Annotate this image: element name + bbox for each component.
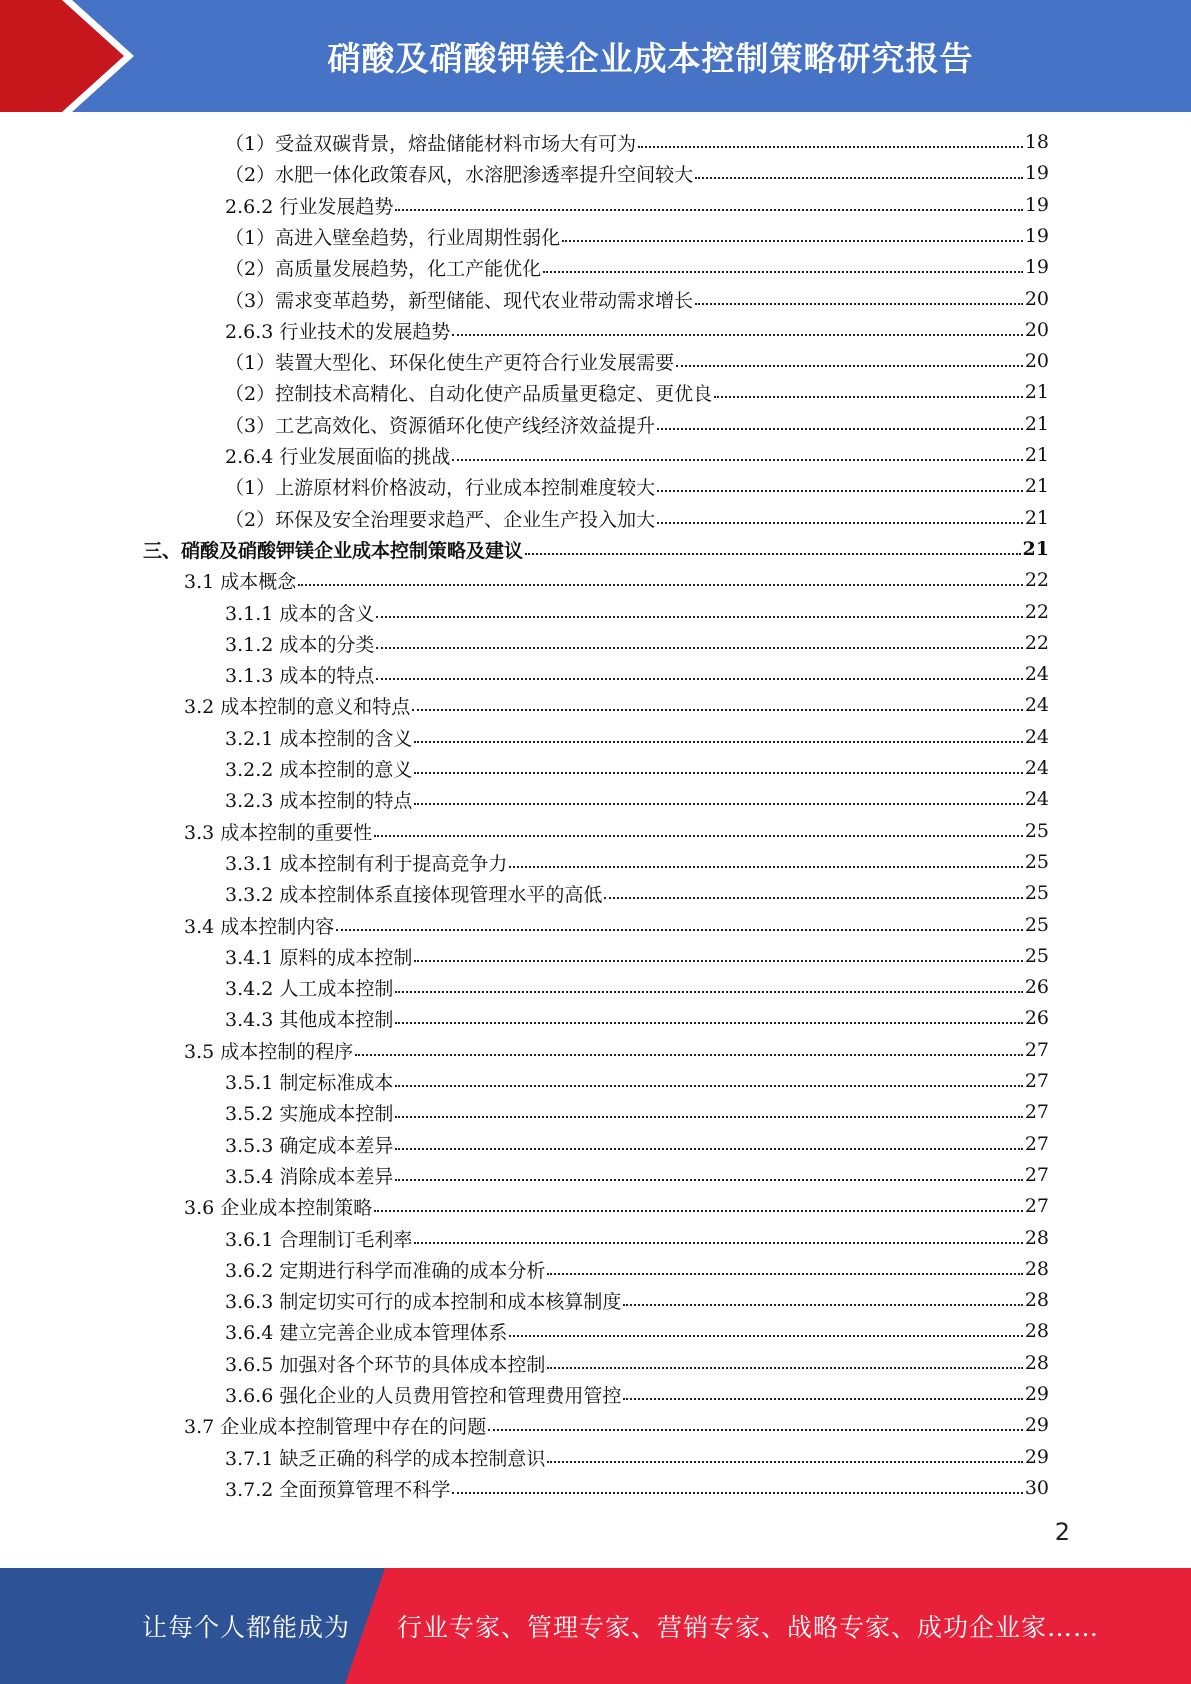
toc-entry-page: 21 [1024,475,1049,497]
toc-subsection-entry[interactable] [225,941,1049,971]
toc-entry-page: 25 [1024,882,1049,904]
toc-dot-leader [355,1053,1023,1056]
toc-entry-page: 18 [1024,131,1049,153]
toc-entry-page: 26 [1024,976,1049,998]
toc-dot-leader [376,677,1022,680]
toc-subsection-entry[interactable] [225,1097,1049,1127]
toc-subsection-entry[interactable] [225,847,1049,877]
toc-entry-page: 29 [1024,1414,1049,1436]
toc-entry-label: 3.6.3 制定切实可行的成本控制和成本核算制度 [225,1290,622,1313]
toc-section-entry[interactable] [184,565,1049,595]
toc-entry-page: 19 [1024,194,1049,216]
toc-dot-leader [547,1366,1022,1369]
toc-subsection-entry[interactable] [225,1442,1049,1472]
toc-dot-leader [374,1209,1023,1212]
toc-dot-leader [395,1021,1022,1024]
toc-section-entry[interactable] [184,690,1049,720]
page-footer [0,1568,1191,1684]
toc-entry-label: （1）上游原材料价格波动，行业成本控制难度较大 [225,476,656,499]
toc-subsection-entry[interactable] [225,471,1049,501]
report-title: 硝酸及硝酸钾镁企业成本控制策略研究报告 [327,38,974,78]
toc-subsection-entry[interactable] [225,1223,1049,1253]
toc-subsection-entry[interactable] [225,722,1049,752]
toc-subsection-entry[interactable] [225,158,1049,188]
toc-dot-leader [452,333,1022,336]
toc-entry-label: 3.2.3 成本控制的特点 [225,789,413,812]
toc-entry-label: 3.6.4 建立完善企业成本管理体系 [225,1321,508,1344]
toc-subsection-entry[interactable] [225,659,1049,689]
toc-entry-page: 29 [1024,1446,1049,1468]
toc-entry-page: 25 [1024,945,1049,967]
toc-dot-leader [714,395,1023,398]
toc-entry-page: 25 [1024,914,1049,936]
toc-entry-label: 3.6.6 强化企业的人员费用管控和管理费用管控 [225,1384,622,1407]
toc-entry-page: 21 [1024,381,1049,403]
toc-dot-leader [412,708,1023,711]
toc-subsection-entry[interactable] [225,1003,1049,1033]
toc-entry-label: 3.3.1 成本控制有利于提高竞争力 [225,852,508,875]
toc-entry-label: 3.7.2 全面预算管理不科学 [225,1478,451,1501]
toc-entry-page: 21 [1024,444,1049,466]
toc-entry-page: 20 [1024,288,1049,310]
toc-entry-label: 3.1.3 成本的特点 [225,664,375,687]
header-chevron-decoration [0,0,150,112]
toc-entry-label: 3.7.1 缺乏正确的科学的成本控制意识 [225,1447,546,1470]
toc-dot-leader [414,740,1022,743]
toc-entry-page: 28 [1024,1352,1049,1374]
toc-entry-page: 27 [1024,1039,1049,1061]
toc-section-entry[interactable] [184,910,1049,940]
toc-dot-leader [395,1084,1022,1087]
toc-dot-leader [336,928,1023,931]
toc-dot-leader [695,176,1023,179]
toc-subsection-entry[interactable] [225,440,1049,470]
toc-dot-leader [414,1241,1022,1244]
toc-dot-leader [547,1460,1022,1463]
toc-entry-label: 3.6 企业成本控制策略 [184,1196,373,1219]
toc-subsection-entry[interactable] [225,284,1049,314]
toc-entry-label: 3.1 成本概念 [184,570,297,593]
toc-entry-page: 27 [1024,1195,1049,1217]
toc-entry-label: 3.2.2 成本控制的意义 [225,758,413,781]
toc-entry-page: 24 [1024,663,1049,685]
toc-entry-label: 3.4 成本控制内容 [184,915,335,938]
toc-subsection-entry[interactable] [225,972,1049,1002]
toc-entry-page: 20 [1024,350,1049,372]
toc-entry-page: 27 [1024,1164,1049,1186]
toc-entry-label: （1）装置大型化、环保化使生产更符合行业发展需要 [225,351,675,374]
toc-section-entry[interactable] [184,1410,1049,1440]
toc-entry-label: 2.6.4 行业发展面临的挑战 [225,445,451,468]
toc-entry-label: 三、硝酸及硝酸钾镁企业成本控制策略及建议 [143,539,524,562]
toc-entry-label: 3.5.1 制定标准成本 [225,1071,394,1094]
toc-subsection-entry[interactable] [225,1160,1049,1190]
toc-entry-label: （3）需求变革趋势，新型储能、现代农业带动需求增长 [225,289,694,312]
toc-subsection-entry[interactable] [225,628,1049,658]
toc-subsection-entry[interactable] [225,1129,1049,1159]
toc-dot-leader [452,458,1022,461]
toc-entry-page: 24 [1024,788,1049,810]
toc-section-entry[interactable] [184,1191,1049,1221]
toc-entry-page: 22 [1024,601,1049,623]
toc-dot-leader [657,427,1023,430]
toc-entry-label: 3.1.2 成本的分类 [225,633,375,656]
toc-entry-label: 3.4.3 其他成本控制 [225,1008,394,1031]
toc-section-entry[interactable] [184,816,1049,846]
toc-subsection-entry[interactable] [225,190,1049,220]
toc-subsection-entry[interactable] [225,1473,1049,1503]
toc-entry-page: 28 [1024,1289,1049,1311]
footer-slogan-left: 让每个人都能成为 [142,1613,351,1642]
toc-dot-leader [547,1272,1022,1275]
toc-entry-page: 30 [1024,1477,1049,1499]
toc-entry-page: 25 [1024,851,1049,873]
toc-dot-leader [657,489,1023,492]
toc-entry-page: 19 [1024,225,1049,247]
toc-entry-label: （2）高质量发展趋势，化工产能优化 [225,257,542,280]
toc-dot-leader [509,1334,1022,1337]
toc-dot-leader [509,865,1022,868]
toc-subsection-entry[interactable] [225,1316,1049,1346]
toc-entry-page: 20 [1024,319,1049,341]
toc-entry-label: 3.6.1 合理制订毛利率 [225,1228,413,1251]
toc-subsection-entry[interactable] [225,784,1049,814]
toc-dot-leader [395,1178,1022,1181]
footer-slogan-right: 行业专家、管理专家、营销专家、战略专家、成功企业家…… [397,1613,1100,1642]
toc-subsection-entry[interactable] [225,409,1049,439]
toc-dot-leader [395,208,1022,211]
toc-entry-label: 3.5.3 确定成本差异 [225,1134,394,1157]
toc-dot-leader [525,552,1021,555]
toc-entry-page: 21 [1024,507,1049,529]
toc-subsection-entry[interactable] [225,315,1049,345]
toc-subsection-entry[interactable] [225,252,1049,282]
toc-chapter-entry[interactable] [143,534,1049,564]
toc-subsection-entry[interactable] [225,346,1049,376]
toc-entry-label: （1）受益双碳背景，熔盐储能材料市场大有可为 [225,132,637,155]
toc-entry-label: 3.5.4 消除成本差异 [225,1165,394,1188]
toc-dot-leader [543,270,1023,273]
toc-dot-leader [623,1303,1022,1306]
toc-subsection-entry[interactable] [225,503,1049,533]
toc-entry-label: 3.6.5 加强对各个环节的具体成本控制 [225,1353,546,1376]
toc-dot-leader [562,239,1023,242]
toc-entry-page: 22 [1024,632,1049,654]
toc-entry-page: 26 [1024,1007,1049,1029]
toc-entry-page: 24 [1024,757,1049,779]
toc-entry-page: 27 [1024,1070,1049,1092]
toc-subsection-entry[interactable] [225,1285,1049,1315]
toc-entry-page: 29 [1024,1383,1049,1405]
toc-dot-leader [395,990,1022,993]
toc-entry-page: 19 [1024,162,1049,184]
toc-entry-label: 3.4.1 原料的成本控制 [225,946,413,969]
toc-entry-page: 21 [1024,413,1049,435]
toc-dot-leader [676,364,1023,367]
toc-dot-leader [395,1115,1022,1118]
toc-dot-leader [638,145,1023,148]
toc-dot-leader [695,302,1023,305]
toc-subsection-entry[interactable] [225,1066,1049,1096]
toc-entry-label: 3.6.2 定期进行科学而准确的成本分析 [225,1259,546,1282]
toc-subsection-entry[interactable] [225,1254,1049,1284]
toc-dot-leader [452,1491,1022,1494]
toc-subsection-entry[interactable] [225,221,1049,251]
toc-entry-page: 27 [1024,1133,1049,1155]
toc-subsection-entry[interactable] [225,878,1049,908]
toc-dot-leader [414,959,1022,962]
toc-dot-leader [414,802,1022,805]
toc-entry-label: 3.1.1 成本的含义 [225,602,375,625]
toc-dot-leader [488,1428,1023,1431]
toc-entry-page: 21 [1022,538,1049,560]
toc-entry-page: 24 [1024,694,1049,716]
toc-dot-leader [657,521,1023,524]
toc-subsection-entry[interactable] [225,597,1049,627]
toc-entry-label: 3.5.2 实施成本控制 [225,1102,394,1125]
toc-entry-page: 24 [1024,726,1049,748]
toc-entry-label: 2.6.2 行业发展趋势 [225,195,394,218]
toc-subsection-entry[interactable] [225,1379,1049,1409]
toc-entry-page: 19 [1024,256,1049,278]
toc-entry-page: 25 [1024,820,1049,842]
toc-dot-leader [376,646,1022,649]
toc-entry-label: 3.4.2 人工成本控制 [225,977,394,1000]
page-number: 2 [1054,1518,1070,1546]
toc-subsection-entry[interactable] [225,377,1049,407]
toc-dot-leader [395,1147,1022,1150]
toc-entry-label: 3.2.1 成本控制的含义 [225,727,413,750]
toc-dot-leader [374,834,1023,837]
toc-entry-label: （3）工艺高效化、资源循环化使产线经济效益提升 [225,414,656,437]
toc-entry-label: 2.6.3 行业技术的发展趋势 [225,320,451,343]
toc-entry-page: 22 [1024,569,1049,591]
toc-subsection-entry[interactable] [225,1348,1049,1378]
toc-dot-leader [623,1397,1022,1400]
toc-entry-label: 3.3.2 成本控制体系直接体现管理水平的高低 [225,883,603,906]
toc-dot-leader [376,615,1022,618]
toc-entry-label: （2）环保及安全治理要求趋严、企业生产投入加大 [225,508,656,531]
toc-entry-label: （2）水肥一体化政策春风，水溶肥渗透率提升空间较大 [225,163,694,186]
toc-entry-label: 3.3 成本控制的重要性 [184,821,373,844]
toc-entry-page: 28 [1024,1227,1049,1249]
page-header [0,0,1191,112]
toc-entry-label: 3.7 企业成本控制管理中存在的问题 [184,1415,487,1438]
toc-entry-label: （1）高进入壁垒趋势，行业周期性弱化 [225,226,561,249]
toc-entry-page: 28 [1024,1320,1049,1342]
toc-entry-label: 3.5 成本控制的程序 [184,1040,354,1063]
toc-subsection-entry[interactable] [225,127,1049,157]
toc-section-entry[interactable] [184,1035,1049,1065]
toc-entry-page: 28 [1024,1258,1049,1280]
toc-entry-label: （2）控制技术高精化、自动化使产品质量更稳定、更优良 [225,382,713,405]
toc-dot-leader [604,896,1022,899]
toc-dot-leader [414,771,1022,774]
toc-entry-label: 3.2 成本控制的意义和特点 [184,695,411,718]
toc-subsection-entry[interactable] [225,753,1049,783]
toc-entry-page: 27 [1024,1101,1049,1123]
toc-dot-leader [298,583,1023,586]
